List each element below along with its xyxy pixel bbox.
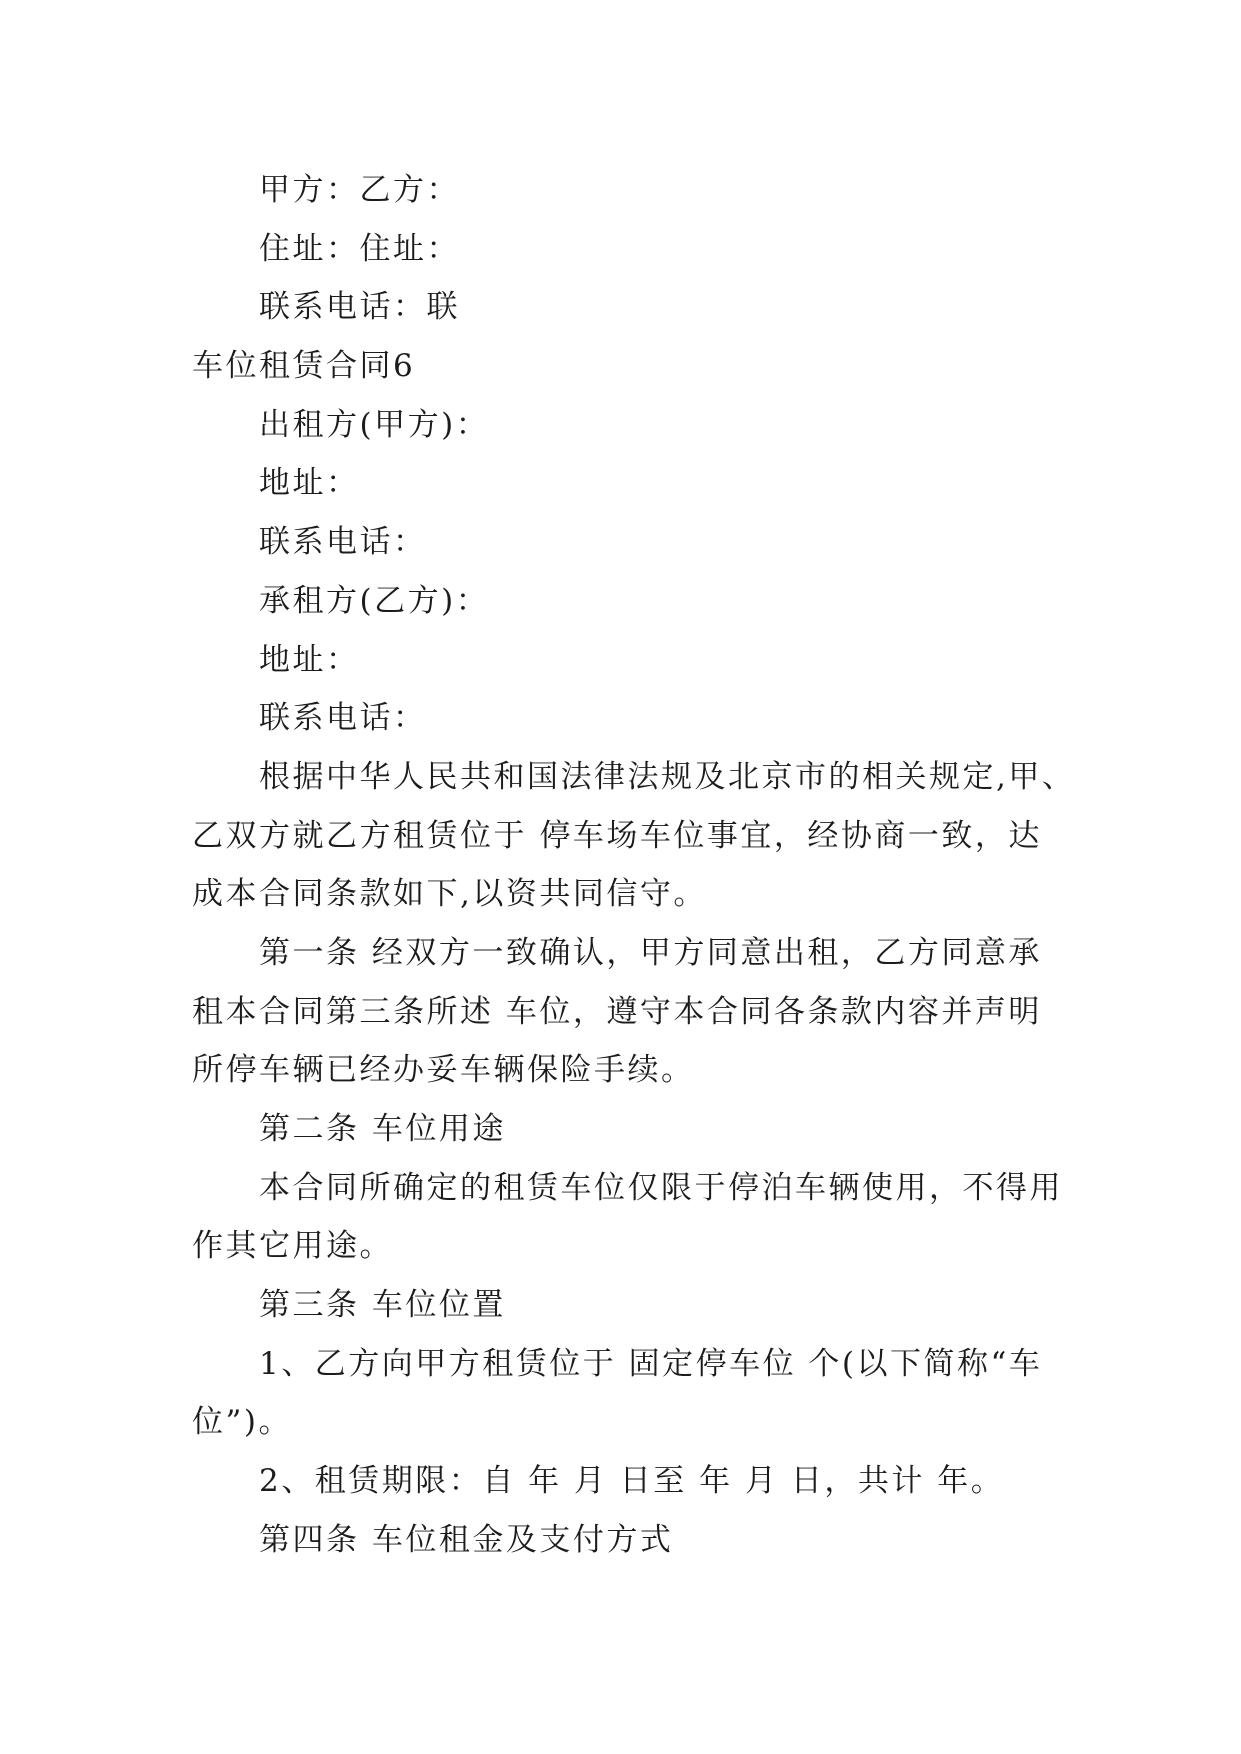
preamble-line: 乙双方就乙方租赁位于 停车场车位事宜，经协商一致，达 [192,817,1042,854]
article-1-line: 所停车辆已经办妥车辆保险手续。 [192,1052,695,1089]
article-3-item-1-line: 位”)。 [192,1404,292,1441]
contract-title: 车位租赁合同6 [192,348,416,385]
lessor-phone: 联系电话： [259,524,427,561]
lessor-label: 出租方(甲方)： [259,406,490,443]
article-3-item-2-line: 2、租赁期限：自 年 月 日至 年 月 日，共计 年。 [259,1463,1005,1500]
article-4-heading: 第四条 车位租金及支付方式 [259,1521,674,1558]
preamble-line: 成本合同条款如下,以资共同信守。 [192,876,707,913]
article-2-heading: 第二条 车位用途 [259,1111,506,1147]
lessee-address: 地址： [259,641,360,678]
article-2-line: 本合同所确定的租赁车位仅限于停泊车辆使用，不得用 [259,1169,1063,1206]
document-body [192,161,1092,1570]
header-parties-line: 甲方：乙方： [259,172,460,208]
article-1-line: 租本合同第三条所述 车位，遵守本合同各条款内容并声明 [192,993,1042,1030]
lessor-address: 地址： [259,465,360,502]
article-3-item-1-line: 1、乙方向甲方租赁位于 固定停车位 个(以下简称“车 [259,1345,1043,1382]
article-2-line: 作其它用途。 [192,1228,393,1265]
lessee-label: 承租方(乙方)： [259,582,490,619]
header-address-line: 住址：住址： [259,230,460,267]
lessee-phone: 联系电话： [259,700,427,737]
article-3-heading: 第三条 车位位置 [259,1287,506,1324]
article-1-line: 第一条 经双方一致确认，甲方同意出租，乙方同意承 [259,934,1042,971]
header-phone-line: 联系电话：联 [259,289,460,326]
preamble-line: 根据中华人民共和国法律法规及北京市的相关规定,甲、 [259,758,1076,795]
